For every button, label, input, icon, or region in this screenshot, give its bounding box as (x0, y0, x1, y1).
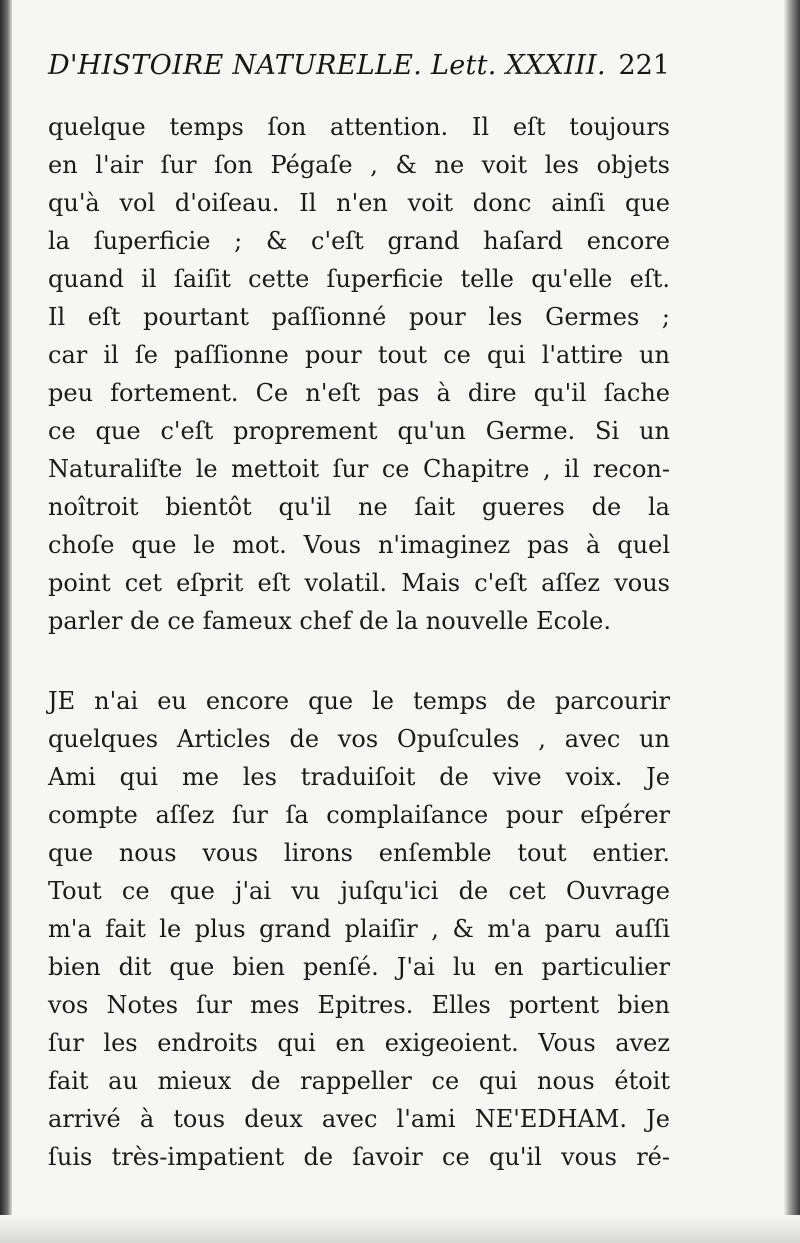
text-line: JE n'ai eu encore que le temps de parcourir (48, 687, 670, 715)
paragraph-1 (48, 108, 670, 640)
text-line: point cet eſprit eſt volatil. Mais c'eſt aſſez vous (48, 569, 670, 597)
text-line: Ami qui me les traduiſoit de vive voix. Je (48, 763, 670, 791)
page-gutter-shadow (0, 0, 12, 1243)
text-line: arrivé à tous deux avec l'ami NE'EDHAM. Je (48, 1105, 670, 1133)
page-bottom-shadow (0, 1215, 800, 1243)
text-line: m'a fait le plus grand plaiſir , & m'a paru auſſi (48, 915, 670, 943)
text-line: quand il ſaiſit cette ſuperficie telle qu'elle eſt. (48, 265, 670, 293)
text-line: Tout ce que j'ai vu juſqu'ici de cet Ouvrage (48, 877, 670, 905)
text-line: vos Notes ſur mes Epitres. Elles portent bien (48, 991, 670, 1019)
text-line: en l'air ſur ſon Pégaſe , & ne voit les objets (48, 151, 670, 179)
text-line: la ſuperficie ; & c'eſt grand haſard encore (48, 227, 670, 255)
text-line: quelques Articles de vos Opuſcules , avec un (48, 725, 670, 753)
page-number: 221 (618, 50, 670, 81)
text-line: quelque temps ſon attention. Il eſt toujours (48, 113, 670, 141)
text-line: choſe que le mot. Vous n'imaginez pas à quel (48, 531, 670, 559)
running-title: D'HISTOIRE NATURELLE. Lett. XXXIII. (48, 50, 606, 81)
text-line: fait au mieux de rappeller ce qui nous étoit (48, 1067, 670, 1095)
text-line: parler de ce fameux chef de la nouvelle Ecole. (48, 607, 612, 635)
text-line: peu fortement. Ce n'eſt pas à dire qu'il ſache (48, 379, 670, 407)
text-line: bien dit que bien penſé. J'ai lu en particulier (48, 953, 670, 981)
running-header (48, 50, 670, 90)
text-line: qu'à vol d'oiſeau. Il n'en voit donc ainſi que (48, 189, 670, 217)
text-line: compte aſſez ſur ſa complaiſance pour eſpérer (48, 801, 670, 829)
text-line: ſuis très-impatient de ſavoir ce qu'il vous ré- (48, 1143, 670, 1171)
paragraph-2 (48, 682, 670, 1176)
text-line: car il ſe paſſionne pour tout ce qui l'attire un (48, 341, 670, 369)
text-line: Naturaliſte le mettoit ſur ce Chapitre , il recon- (48, 455, 670, 483)
page-edge-shadow (784, 0, 800, 1243)
text-line: noîtroit bientôt qu'il ne ſait gueres de la (48, 493, 670, 521)
text-line: ce que c'eſt proprement qu'un Germe. Si un (48, 417, 670, 445)
text-line: que nous vous lirons enſemble tout entier. (48, 839, 670, 867)
text-line: ſur les endroits qui en exigeoient. Vous avez (48, 1029, 670, 1057)
text-line: Il eſt pourtant paſſionné pour les Germes ; (48, 303, 670, 331)
